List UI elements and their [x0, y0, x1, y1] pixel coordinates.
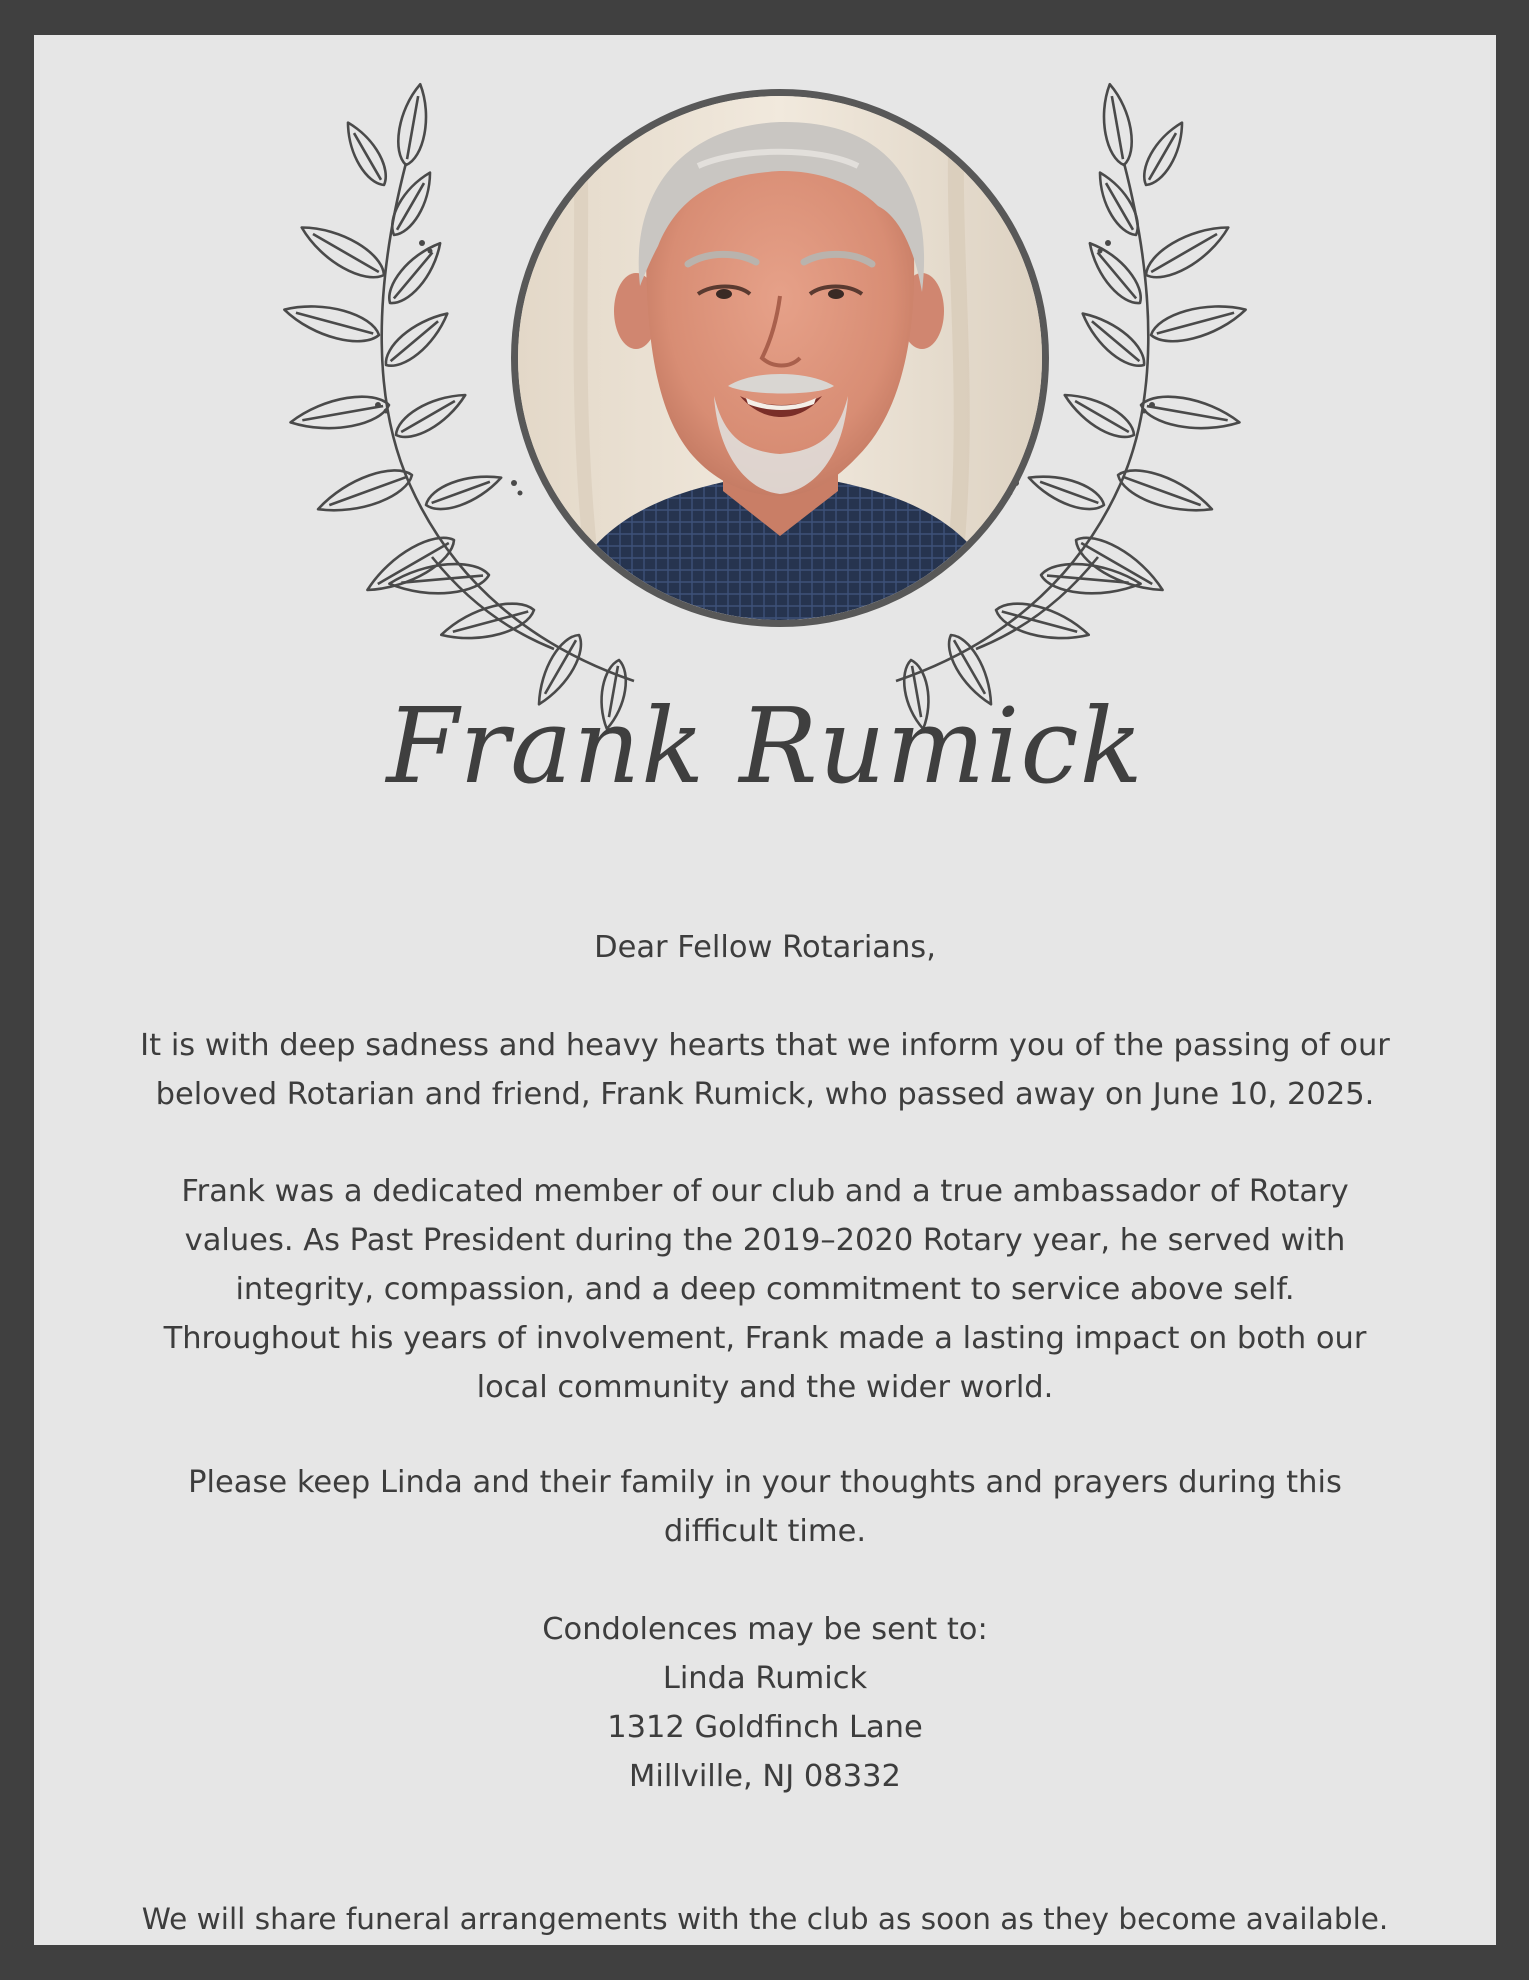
portrait-photo: [511, 89, 1049, 627]
deceased-name: Frank Rumick: [386, 685, 1144, 807]
text-line: It is with deep sadness and heavy hearts that we inform you of the passing of our: [140, 1028, 1390, 1063]
closing-note: [34, 1895, 1496, 1944]
recipient-name: Linda Rumick: [662, 1661, 868, 1696]
text-line: local community and the wider world.: [476, 1370, 1054, 1405]
condolences-address: [34, 1605, 1496, 1801]
text-line: Throughout his years of involvement, Frank made a lasting impact on both our: [163, 1321, 1367, 1356]
closing-line: We will share funeral arrangements with the club as soon as they become available.: [141, 1902, 1389, 1936]
text-line: integrity, compassion, and a deep commitment to service above self.: [235, 1272, 1295, 1307]
memorial-letter: [34, 35, 1496, 1945]
street-address: 1312 Goldfinch Lane: [607, 1710, 923, 1745]
paragraph-prayers: [34, 1458, 1496, 1556]
text-line: Please keep Linda and their family in your thoughts and prayers during this: [188, 1465, 1342, 1500]
paragraph-tribute: [34, 1167, 1496, 1412]
condolences-heading: Condolences may be sent to:: [542, 1612, 988, 1647]
text-line: values. As Past President during the 2019–2020 Rotary year, he served with: [184, 1223, 1346, 1258]
paragraph-announcement: [34, 1021, 1496, 1119]
text-line: beloved Rotarian and friend, Frank Rumick, who passed away on June 10, 2025.: [155, 1077, 1375, 1112]
city-state-zip: Millville, NJ 08332: [629, 1759, 901, 1794]
greeting-line: Dear Fellow Rotarians,: [594, 930, 936, 965]
text-line: Frank was a dedicated member of our club and a true ambassador of Rotary: [181, 1174, 1349, 1209]
text-line: difficult time.: [663, 1514, 867, 1549]
greeting: [34, 923, 1496, 972]
